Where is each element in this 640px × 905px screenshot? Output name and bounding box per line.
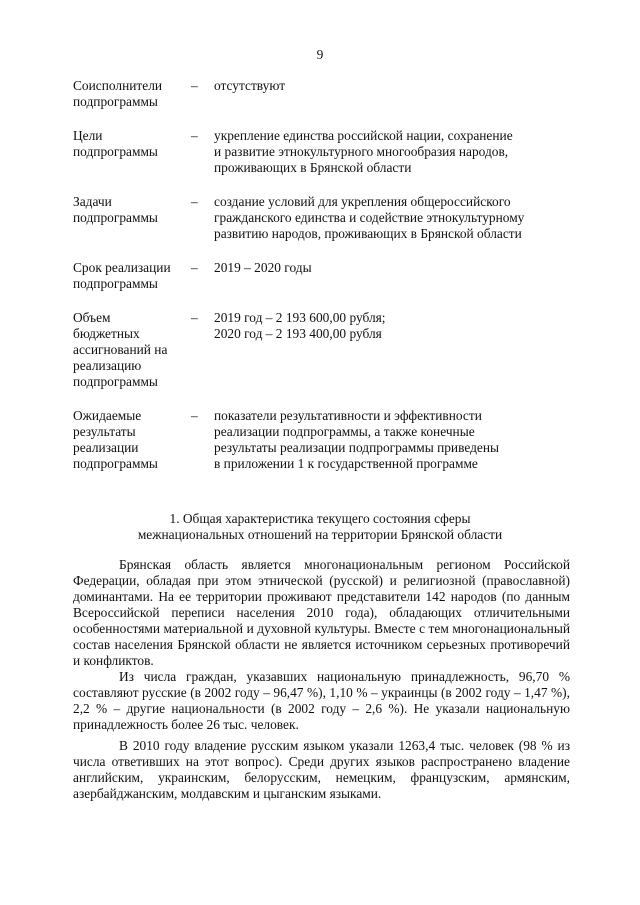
passport-row-tasks [73,194,573,242]
paragraph [73,738,570,802]
passport-row-value: создание условий для укрепления общероссийского гражданского единства и содействие этнокультурному развитию народов, проживающих в Брянской области [214,194,525,241]
subprogram-passport [73,78,573,490]
paragraph [73,669,570,733]
passport-row-value: 2019 – 2020 годы [214,260,312,275]
passport-row-value: 2019 год – 2 193 600,00 рубля; 2020 год – 2 193 400,00 рубля [214,310,386,341]
body-text [73,557,570,802]
paragraph-text: Брянская область является многонациональным регионом Российской Федерации, обладая при этом этнической (русской) и религиозной (православной) доминантами. На ее территории проживают представители 142 народов (по данным Всероссийской переписи населения 2010 года), обладающих отличительными особенностями материальной и духовной культуры. Вместе с тем многонациональный состав населения Брянской области не является источником серьезных противоречий и конфликтов. [73,557,570,668]
passport-row-dash: – [191,78,198,93]
passport-row-dash: – [191,408,198,423]
passport-row-label: Соисполнители подпрограммы [73,78,163,109]
passport-row-label: Объем бюджетных ассигнований на реализацию подпрограммы [73,310,168,389]
passport-row-label: Задачи подпрограммы [73,194,158,225]
paragraph-text: В 2010 году владение русским языком указали 1263,4 тыс. человек (98 % из числа ответивших на этот вопрос). Среди других языков распространено владение английским, украинским, белорусским, немецким, французским, армянским, азербайджанским, молдавским и цыганским языками. [73,738,570,801]
page-number: 9 [316,47,324,62]
passport-row-dash: – [191,128,198,143]
passport-row-dash: – [191,260,198,275]
passport-row-term [73,260,573,292]
paragraph-text: Из числа граждан, указавших национальную принадлежность, 96,70 % составляют русские (в 2002 году – 96,47 %), 1,10 % – украинцы (в 2002 году – 1,47 %), 2,2 % – другие национальности (в 2002 году – 2,6 %). Не указали национальную принадлежность более 26 тыс. человек. [73,669,570,732]
paragraph [73,557,570,669]
passport-row-coexecutors [73,78,573,110]
passport-row-dash: – [191,310,198,325]
passport-row-label: Срок реализации подпрограммы [73,260,171,291]
passport-row-goals [73,128,573,176]
passport-row-value: отсутствуют [214,78,286,93]
passport-row-value: показатели результативности и эффективности реализации подпрограммы, а также конечные результаты реализации подпрограммы приведены в приложении 1 к государственной программе [214,408,500,471]
passport-row-value: укрепление единства российской нации, сохранение и развитие этнокультурного многообразия народов, проживающих в Брянской области [214,128,513,175]
passport-row-expected-results [73,408,573,472]
passport-row-budget [73,310,573,390]
passport-row-label: Ожидаемые результаты реализации подпрограммы [73,408,158,471]
passport-row-label: Цели подпрограммы [73,128,158,159]
section-heading: 1. Общая характеристика текущего состояния сферы межнациональных отношений на территории Брянской области [137,511,503,542]
passport-row-dash: – [191,194,198,209]
